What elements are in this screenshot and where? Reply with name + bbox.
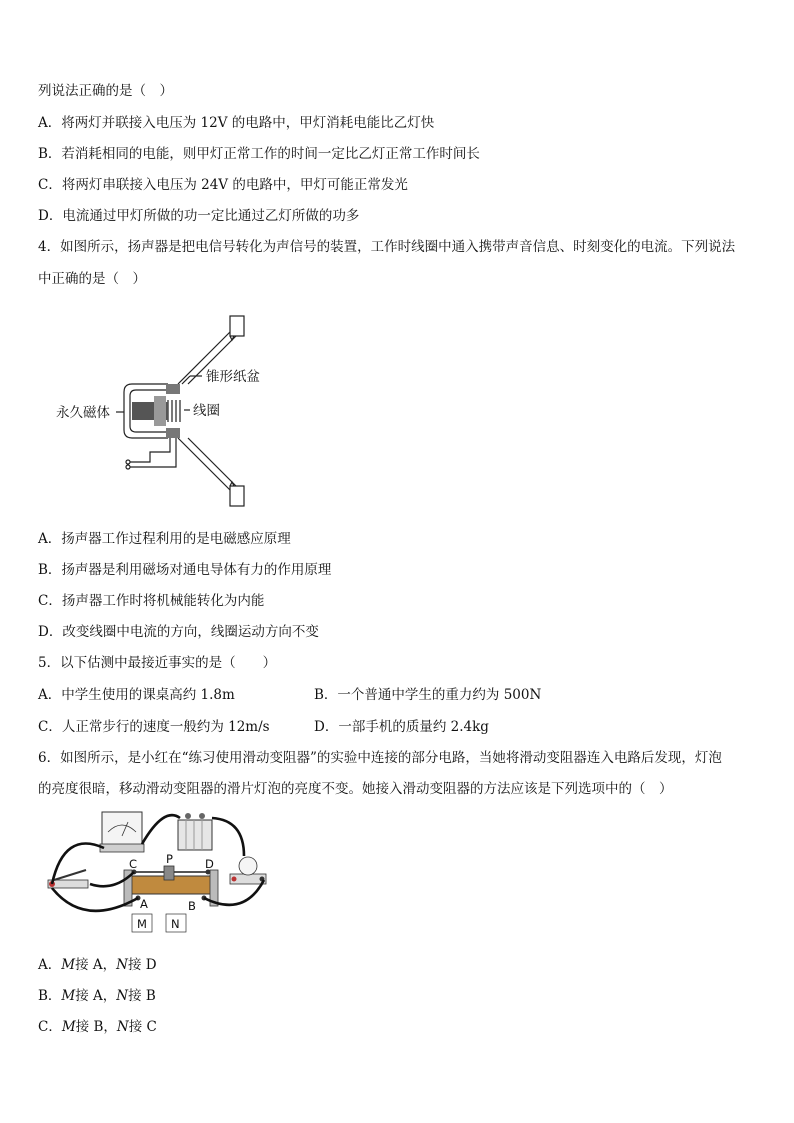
label-b: B xyxy=(188,899,196,913)
q3-option-b: B．若消耗相同的电能，则甲灯正常工作的时间一定比乙灯正常工作时间长 xyxy=(38,146,480,162)
q5-stem: 5．以下估测中最接近事实的是（ ） xyxy=(38,655,277,671)
q6-stem-line2: 的亮度很暗，移动滑动变阻器的滑片灯泡的亮度不变。她接入滑动变阻器的方法应该是下列选项中的（ ） xyxy=(38,781,673,797)
q6-option-a-n: N xyxy=(116,957,128,973)
lamp xyxy=(230,857,266,884)
q6-option-c xyxy=(38,1018,157,1036)
q6-stem-line1: 6．如图所示，是小红在“练习使用滑动变阻器”的实验中连接的部分电路，当她将滑动变阻器连入电路后发现，灯泡 xyxy=(38,750,722,766)
label-n: N xyxy=(171,917,180,931)
label-d: D xyxy=(205,857,214,871)
q6-option-b xyxy=(38,987,156,1005)
q3-option-c: C．将两灯串联接入电压为 24V 的电路中，甲灯可能正常发光 xyxy=(38,177,408,193)
ammeter xyxy=(100,812,144,852)
circuit-diagram xyxy=(44,810,280,934)
slider-p xyxy=(164,866,174,880)
q6-option-a-m: M xyxy=(61,957,76,973)
q5-option-d: D．一部手机的质量约 2.4kg xyxy=(314,719,489,735)
battery xyxy=(178,813,212,850)
q6-option-b-t2: 接 B xyxy=(128,988,156,1004)
q4-option-a: A．扬声器工作过程利用的是电磁感应原理 xyxy=(38,531,291,547)
q6-option-b-n: N xyxy=(116,988,129,1004)
label-cone: 锥形纸盆 xyxy=(206,369,260,385)
q4-option-b: B．扬声器是利用磁场对通电导体有力的作用原理 xyxy=(38,562,332,578)
q6-option-a-prefix: A． xyxy=(38,957,62,973)
q3-option-d: D．电流通过甲灯所做的功一定比通过乙灯所做的功多 xyxy=(38,208,360,224)
label-magnet: 永久磁体 xyxy=(56,405,110,421)
q6-option-b-t1: 接 A， xyxy=(75,988,117,1004)
label-c: C xyxy=(129,857,138,871)
cone-bottom-edge xyxy=(230,486,244,506)
q3-option-a: A．将两灯并联接入电压为 12V 的电路中，甲灯消耗电能比乙灯快 xyxy=(38,115,435,131)
q5-option-b: B．一个普通中学生的重力约为 500N xyxy=(314,687,542,703)
cone-top-edge xyxy=(230,316,244,336)
q6-option-c-m: M xyxy=(61,1019,76,1035)
q6-option-b-prefix: B． xyxy=(38,988,62,1004)
label-m: M xyxy=(137,917,147,931)
q4-stem-line2: 中正确的是（ ） xyxy=(38,271,146,287)
label-p: P xyxy=(166,852,173,866)
q5-option-c: C．人正常步行的速度一般约为 12m/s xyxy=(38,719,270,735)
q4-stem-line1: 4．如图所示，扬声器是把电信号转化为声信号的装置，工作时线圈中通入携带声音信息、时刻变化的电流。下列说法 xyxy=(38,239,736,255)
q4-option-d: D．改变线圈中电流的方向，线圈运动方向不变 xyxy=(38,624,319,640)
q4-option-c: C．扬声器工作时将机械能转化为内能 xyxy=(38,593,265,609)
q6-option-c-t1: 接 B， xyxy=(75,1019,117,1035)
q6-option-c-prefix: C． xyxy=(38,1019,62,1035)
speaker-diagram xyxy=(50,312,300,512)
q5-option-a: A．中学生使用的课桌高约 1.8m xyxy=(38,687,235,703)
label-coil: 线圈 xyxy=(193,403,220,419)
q6-option-a-t1: 接 A， xyxy=(75,957,117,973)
q6-option-a-t2: 接 D xyxy=(127,957,157,973)
q6-option-a xyxy=(38,956,157,974)
label-a: A xyxy=(140,897,148,911)
q3-stem-tail: 列说法正确的是（ ） xyxy=(38,83,173,99)
q6-option-b-m: M xyxy=(61,988,76,1004)
q6-option-c-n: N xyxy=(116,1019,129,1035)
q6-option-c-t2: 接 C xyxy=(128,1019,157,1035)
sliding-rheostat xyxy=(124,866,218,906)
